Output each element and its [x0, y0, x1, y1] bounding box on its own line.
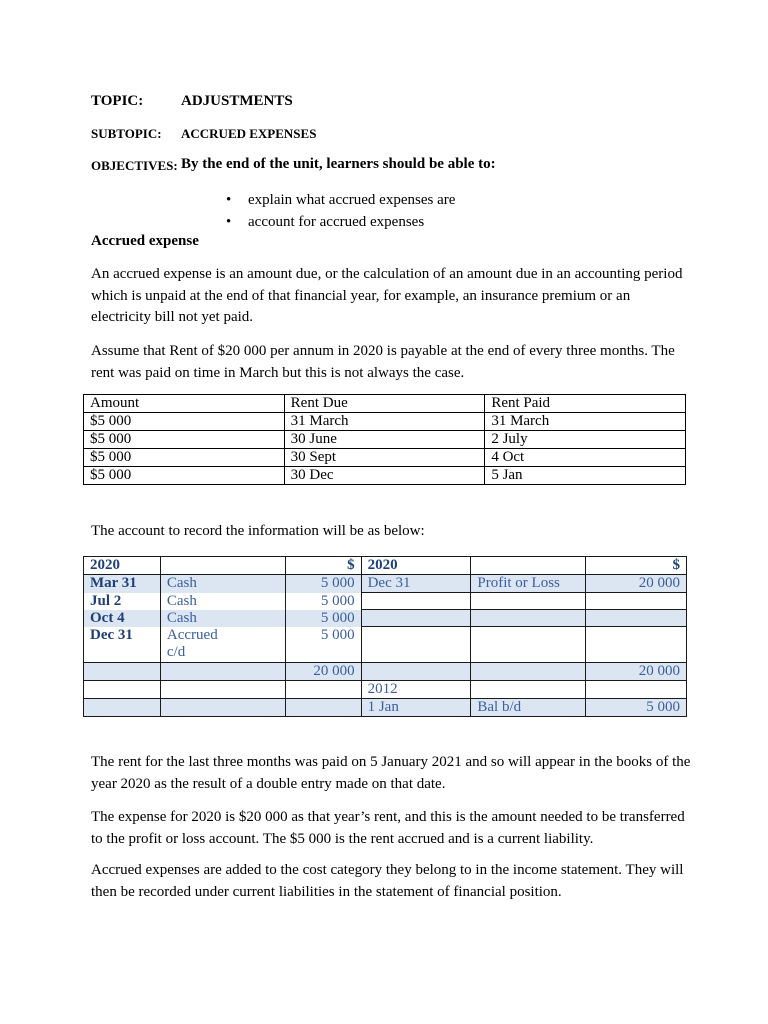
- ledger-date: Dec 31: [84, 627, 161, 663]
- table-cell: 5 Jan: [485, 467, 686, 485]
- ledger-detail-line: Accrued: [166, 626, 218, 643]
- column-header: Rent Paid: [485, 395, 686, 413]
- ledger-cell: [285, 680, 361, 698]
- ledger-header-row: [84, 557, 687, 575]
- ledger-cell: [160, 698, 285, 716]
- objective-item: • account for accrued expenses: [226, 212, 424, 233]
- table-row: [84, 449, 686, 467]
- ledger-cell: [586, 610, 687, 627]
- table-header-row: [84, 395, 686, 413]
- objectives-value: By the end of the unit, learners should be able to:: [181, 156, 496, 172]
- ledger-balance-row: [84, 698, 687, 716]
- section-heading: Accrued expense: [91, 233, 199, 249]
- ledger-amount: 5 000: [285, 593, 361, 610]
- ledger-date: Oct 4: [84, 610, 161, 627]
- paragraph-definition: An accrued expense is an amount due, or the calculation of an amount due in an accounting period which is unpaid at the end of that financial year, for example, an insurance premium or an electricity bill not yet paid.: [91, 266, 683, 325]
- bullet-icon: •: [226, 192, 232, 208]
- paragraph-expense-transfer: The expense for 2020 is $20 000 as that year’s rent, and this is the amount needed to be transferred to the profit or loss account. The $5 000 is the rent accrued and is a current liability.: [91, 809, 685, 847]
- ledger-detail-line: c/d: [166, 643, 186, 660]
- ledger-total-row: [84, 662, 687, 680]
- table-cell: $5 000: [84, 413, 285, 431]
- objective-item: • explain what accrued expenses are: [226, 190, 455, 211]
- subtopic-value: ACCRUED EXPENSES: [181, 126, 317, 141]
- ledger-cell: [471, 557, 586, 575]
- ledger-total-left: 20 000: [285, 662, 361, 680]
- ledger-balance-year: 2012: [361, 680, 471, 698]
- ledger-detail: [160, 627, 285, 663]
- ledger-cell: [471, 610, 586, 627]
- ledger-cell: [471, 680, 586, 698]
- ledger-cell: [586, 627, 687, 663]
- table-cell: 31 March: [485, 413, 686, 431]
- table-row: [84, 431, 686, 449]
- ledger-amount: 5 000: [285, 610, 361, 627]
- table-cell: $5 000: [84, 449, 285, 467]
- ledger-cell: [160, 680, 285, 698]
- topic-label: TOPIC:: [91, 93, 144, 109]
- table-row: [84, 575, 687, 593]
- table-cell: 30 June: [284, 431, 485, 449]
- ledger-cell: [160, 557, 285, 575]
- ledger-cell: [586, 680, 687, 698]
- paragraph-income-statement: Accrued expenses are added to the cost category they belong to in the income statement. They will then be recorded under current liabilities in the statement of financial position.: [91, 862, 684, 900]
- ledger-right-currency: $: [586, 557, 687, 575]
- ledger-cell: [84, 680, 161, 698]
- ledger-cell: [471, 593, 586, 610]
- ledger-detail: Cash: [160, 575, 285, 593]
- rent-ledger-account: [83, 556, 687, 717]
- ledger-date: Dec 31: [361, 575, 471, 593]
- subtopic-label: SUBTOPIC:: [91, 126, 162, 141]
- table-cell: 4 Oct: [485, 449, 686, 467]
- ledger-cell: [471, 662, 586, 680]
- table-cell: 30 Dec: [284, 467, 485, 485]
- ledger-cell: [586, 593, 687, 610]
- table-cell: 30 Sept: [284, 449, 485, 467]
- table-cell: 2 July: [485, 431, 686, 449]
- table-row: [84, 413, 686, 431]
- ledger-cell: [285, 698, 361, 716]
- table-cell: $5 000: [84, 431, 285, 449]
- ledger-amount: 5 000: [285, 627, 361, 663]
- ledger-cell: [471, 627, 586, 663]
- ledger-total-right: 20 000: [586, 662, 687, 680]
- paragraph-rent-assumption: Assume that Rent of $20 000 per annum in 2020 is payable at the end of every three months. The rent was paid on time in March but this is not always the case.: [91, 343, 675, 381]
- ledger-detail: Profit or Loss: [471, 575, 586, 593]
- paragraph-account-intro: The account to record the information will be as below:: [91, 523, 425, 539]
- table-cell: $5 000: [84, 467, 285, 485]
- topic-value: ADJUSTMENTS: [181, 93, 293, 109]
- ledger-detail: Cash: [160, 593, 285, 610]
- column-header: Rent Due: [284, 395, 485, 413]
- ledger-balance-date: 1 Jan: [361, 698, 471, 716]
- ledger-amount: 20 000: [586, 575, 687, 593]
- ledger-balance-amount: 5 000: [586, 698, 687, 716]
- ledger-cell: [361, 593, 471, 610]
- ledger-detail: Cash: [160, 610, 285, 627]
- ledger-cell: [361, 610, 471, 627]
- ledger-cell: [361, 627, 471, 663]
- objectives-label: OBJECTIVES:: [91, 158, 178, 173]
- ledger-balance-detail: Bal b/d: [471, 698, 586, 716]
- ledger-left-currency: $: [285, 557, 361, 575]
- ledger-cell: [361, 662, 471, 680]
- bullet-icon: •: [226, 214, 232, 230]
- table-row: [84, 680, 687, 698]
- column-header: Amount: [84, 395, 285, 413]
- ledger-cell: [84, 662, 161, 680]
- ledger-amount: 5 000: [285, 575, 361, 593]
- ledger-left-year: 2020: [84, 557, 161, 575]
- ledger-cell: [160, 662, 285, 680]
- table-row: [84, 593, 687, 610]
- table-cell: 31 March: [284, 413, 485, 431]
- ledger-date: Jul 2: [84, 593, 161, 610]
- ledger-right-year: 2020: [361, 557, 471, 575]
- table-row: [84, 627, 687, 663]
- table-row: [84, 467, 686, 485]
- ledger-cell: [84, 698, 161, 716]
- rent-table: [83, 394, 686, 485]
- ledger-date: Mar 31: [84, 575, 161, 593]
- table-row: [84, 610, 687, 627]
- paragraph-january-payment: The rent for the last three months was paid on 5 January 2021 and so will appear in the books of the year 2020 as the result of a double entry made on that date.: [91, 754, 691, 792]
